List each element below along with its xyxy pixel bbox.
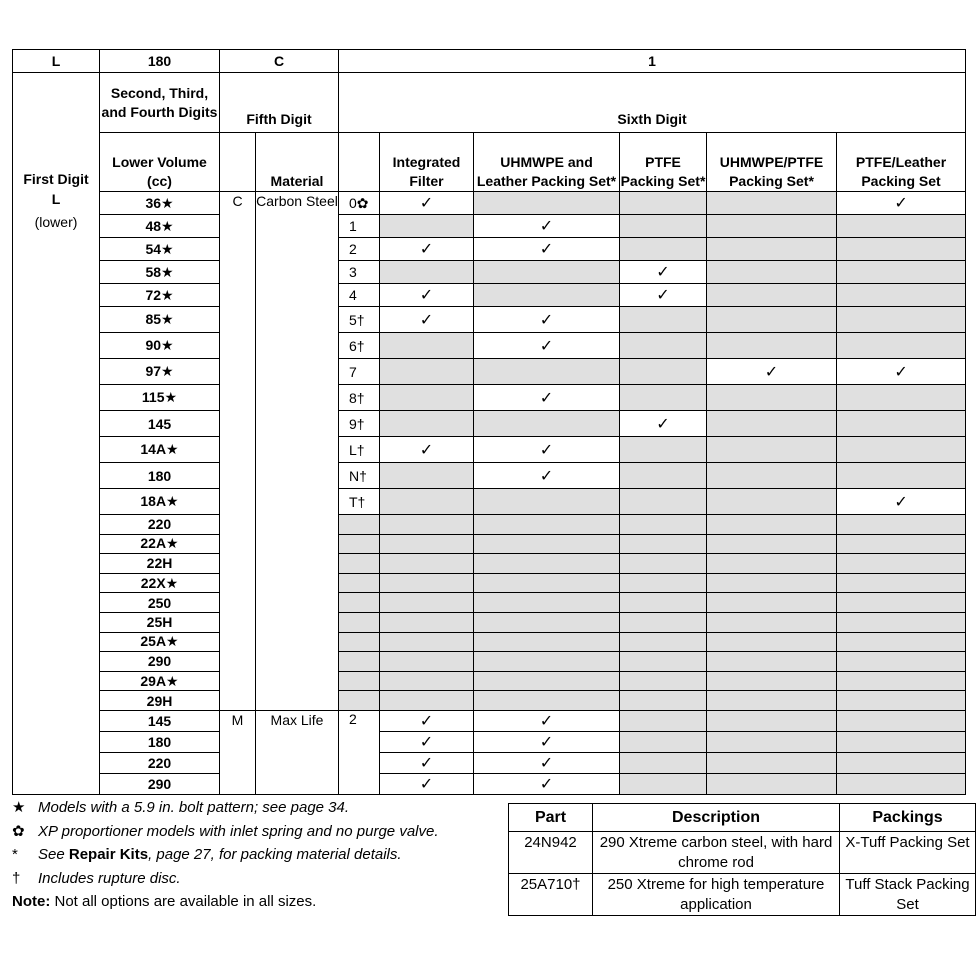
- check-cell: [380, 192, 474, 215]
- lower-volume: 72★: [100, 284, 220, 307]
- empty-cell: [707, 437, 837, 463]
- header-integrated-filter: Integrated Filter: [380, 133, 474, 192]
- check-mark-icon: ✓: [539, 337, 554, 355]
- check-cell: [474, 215, 620, 238]
- empty-cell: [474, 652, 620, 672]
- empty-cell: [707, 192, 837, 215]
- check-cell: [474, 238, 620, 261]
- table-row: [13, 691, 966, 711]
- empty-cell: [474, 489, 620, 515]
- empty-cell: [474, 632, 620, 652]
- parts-header-packings: Packings: [840, 804, 976, 832]
- empty-cell: [620, 192, 707, 215]
- table-row: [13, 307, 966, 333]
- check-mark-icon: ✓: [539, 733, 554, 751]
- table-row: [13, 359, 966, 385]
- empty-cell: [620, 632, 707, 652]
- lower-volume: 25H: [100, 612, 220, 632]
- empty-cell: [474, 359, 620, 385]
- table-row: [13, 773, 966, 794]
- sixth-digit: 6†: [339, 333, 380, 359]
- asterisk-symbol: *: [12, 846, 18, 863]
- empty-cell: [707, 284, 837, 307]
- parts-header-description: Description: [593, 804, 840, 832]
- footnote: [12, 796, 492, 820]
- sixth-digit: N†: [339, 463, 380, 489]
- check-cell: [474, 773, 620, 794]
- footnote-text: Includes rupture disc.: [38, 869, 181, 887]
- lower-volume: 97★: [100, 359, 220, 385]
- empty-cell: [837, 652, 966, 672]
- empty-cell: [837, 691, 966, 711]
- empty-cell: [707, 534, 837, 554]
- sixth-digit-empty: [339, 632, 380, 652]
- empty-cell: [380, 333, 474, 359]
- check-cell: [380, 773, 474, 794]
- note-label: Note:: [12, 893, 51, 910]
- empty-cell: [707, 652, 837, 672]
- lower-volume: 115★: [100, 385, 220, 411]
- check-mark-icon: ✓: [539, 389, 554, 407]
- check-mark-icon: ✓: [656, 415, 670, 433]
- main-table-body: [13, 192, 966, 795]
- check-mark-icon: ✓: [656, 287, 670, 304]
- sixth-digit-empty: [339, 573, 380, 593]
- sixth-digit-empty: [339, 691, 380, 711]
- table-row: [13, 731, 966, 752]
- check-cell: [380, 437, 474, 463]
- empty-cell: [620, 489, 707, 515]
- check-cell: [380, 752, 474, 773]
- empty-cell: [837, 731, 966, 752]
- empty-cell: [707, 731, 837, 752]
- check-cell: [620, 261, 707, 284]
- parts-header-part: Part: [509, 804, 593, 832]
- empty-cell: [707, 612, 837, 632]
- check-mark-icon: ✓: [539, 218, 554, 235]
- header-second-third-fourth: Second, Third, and Fourth Digits: [100, 73, 220, 133]
- lower-volume: 25A★: [100, 632, 220, 652]
- table-row: [13, 261, 966, 284]
- sixth-digit: 2: [339, 710, 380, 794]
- header-sixth-empty: [339, 133, 380, 192]
- part-description: 290 Xtreme carbon steel, with hard chrome rod: [593, 832, 840, 874]
- check-mark-icon: ✓: [539, 467, 554, 485]
- empty-cell: [837, 385, 966, 411]
- footnote: [12, 867, 492, 891]
- empty-cell: [707, 385, 837, 411]
- sixth-digit: 5†: [339, 307, 380, 333]
- footnote-text: [38, 846, 402, 863]
- empty-cell: [620, 463, 707, 489]
- empty-cell: [620, 534, 707, 554]
- empty-cell: [707, 261, 837, 284]
- check-cell: [380, 284, 474, 307]
- empty-cell: [380, 385, 474, 411]
- sixth-digit: 3: [339, 261, 380, 284]
- check-mark-icon: ✓: [539, 441, 554, 459]
- empty-cell: [474, 593, 620, 613]
- empty-cell: [707, 554, 837, 574]
- empty-cell: [380, 652, 474, 672]
- header-lower-volume: Lower Volume (cc): [100, 133, 220, 192]
- table-row: [13, 612, 966, 632]
- footnote-text: XP proportioner models with inlet spring and no purge valve.: [38, 822, 439, 840]
- empty-cell: [707, 632, 837, 652]
- check-cell: [474, 333, 620, 359]
- check-cell: [707, 359, 837, 385]
- empty-cell: [707, 691, 837, 711]
- first-digit-value: L: [51, 190, 61, 207]
- lower-volume: 250: [100, 593, 220, 613]
- empty-cell: [707, 752, 837, 773]
- sixth-digit-empty: [339, 554, 380, 574]
- sixth-digit-empty: [339, 652, 380, 672]
- parts-table: [508, 803, 976, 916]
- code-second: 180: [100, 50, 220, 73]
- empty-cell: [474, 573, 620, 593]
- lower-volume: 220: [100, 752, 220, 773]
- empty-cell: [837, 463, 966, 489]
- empty-cell: [380, 573, 474, 593]
- sixth-digit: 1: [339, 215, 380, 238]
- part-number: 25A710†: [509, 874, 593, 916]
- star-symbol: ★: [12, 799, 26, 816]
- check-mark-icon: ✓: [656, 264, 670, 281]
- lower-volume: 14A★: [100, 437, 220, 463]
- table-row: [13, 238, 966, 261]
- empty-cell: [380, 411, 474, 437]
- empty-cell: [707, 773, 837, 794]
- sixth-digit-empty: [339, 534, 380, 554]
- table-row: [13, 710, 966, 731]
- lower-volume: 48★: [100, 215, 220, 238]
- empty-cell: [837, 632, 966, 652]
- table-row: [13, 284, 966, 307]
- empty-cell: [837, 710, 966, 731]
- sixth-digit: 2: [339, 238, 380, 261]
- empty-cell: [837, 773, 966, 794]
- sixth-digit: 0✿: [339, 192, 380, 215]
- sixth-digit-empty: [339, 671, 380, 691]
- empty-cell: [620, 752, 707, 773]
- empty-cell: [620, 573, 707, 593]
- check-mark-icon: ✓: [419, 311, 434, 329]
- lower-volume: 29H: [100, 691, 220, 711]
- table-row: [13, 593, 966, 613]
- check-mark-icon: ✓: [894, 493, 908, 511]
- check-cell: [380, 731, 474, 752]
- header-fifth-digit: Fifth Digit: [220, 73, 339, 133]
- lower-volume: 58★: [100, 261, 220, 284]
- sixth-digit: 4: [339, 284, 380, 307]
- empty-cell: [707, 307, 837, 333]
- lower-volume: 22H: [100, 554, 220, 574]
- table-row: [13, 489, 966, 515]
- empty-cell: [474, 671, 620, 691]
- empty-cell: [620, 307, 707, 333]
- empty-cell: [707, 671, 837, 691]
- material: Max Life: [256, 710, 339, 794]
- lower-volume: 36★: [100, 192, 220, 215]
- first-digit-label: (lower): [34, 213, 78, 230]
- empty-cell: [380, 671, 474, 691]
- table-row: [13, 632, 966, 652]
- lower-volume: 85★: [100, 307, 220, 333]
- empty-cell: [474, 534, 620, 554]
- check-mark-icon: ✓: [419, 712, 434, 730]
- empty-cell: [837, 671, 966, 691]
- check-cell: [474, 437, 620, 463]
- lower-volume: 22A★: [100, 534, 220, 554]
- table-row: [13, 573, 966, 593]
- empty-cell: [474, 192, 620, 215]
- table-row: [13, 652, 966, 672]
- empty-cell: [837, 752, 966, 773]
- check-mark-icon: ✓: [539, 241, 554, 258]
- check-cell: [474, 752, 620, 773]
- header-ptfe-leather: PTFE/Leather Packing Set: [837, 133, 966, 192]
- empty-cell: [837, 612, 966, 632]
- fifth-digit: C: [220, 192, 256, 711]
- footnotes: [12, 796, 492, 914]
- check-mark-icon: ✓: [419, 287, 434, 304]
- lower-volume: 22X★: [100, 573, 220, 593]
- empty-cell: [474, 554, 620, 574]
- footnote: [12, 820, 492, 844]
- empty-cell: [380, 593, 474, 613]
- empty-cell: [620, 652, 707, 672]
- check-cell: [474, 385, 620, 411]
- empty-cell: [837, 573, 966, 593]
- check-mark-icon: ✓: [419, 733, 434, 751]
- empty-cell: [474, 515, 620, 535]
- footnote-text-before: See: [38, 846, 69, 863]
- sixth-digit-empty: [339, 612, 380, 632]
- empty-cell: [620, 671, 707, 691]
- sixth-digit: L†: [339, 437, 380, 463]
- lower-volume: 290: [100, 652, 220, 672]
- empty-cell: [707, 215, 837, 238]
- sixth-digit: T†: [339, 489, 380, 515]
- lower-volume: 18A★: [100, 489, 220, 515]
- sixth-digit-empty: [339, 593, 380, 613]
- empty-cell: [837, 307, 966, 333]
- table-row: [13, 554, 966, 574]
- empty-cell: [620, 691, 707, 711]
- empty-cell: [620, 612, 707, 632]
- empty-cell: [707, 710, 837, 731]
- check-mark-icon: ✓: [419, 754, 434, 772]
- note-text: Not all options are available in all sizes.: [50, 893, 317, 910]
- empty-cell: [620, 385, 707, 411]
- empty-cell: [837, 515, 966, 535]
- header-first-digit: First Digit: [13, 73, 100, 192]
- lower-volume: 54★: [100, 238, 220, 261]
- empty-cell: [837, 554, 966, 574]
- code-sixth: 1: [339, 50, 966, 73]
- part-packings: X-Tuff Packing Set: [840, 832, 976, 874]
- header-sixth-digit: Sixth Digit: [339, 73, 966, 133]
- empty-cell: [620, 215, 707, 238]
- material: Carbon Steel: [256, 192, 339, 711]
- lower-volume: 145: [100, 710, 220, 731]
- check-mark-icon: ✓: [419, 775, 434, 793]
- empty-cell: [474, 261, 620, 284]
- empty-cell: [380, 554, 474, 574]
- empty-cell: [707, 238, 837, 261]
- table-row: [13, 385, 966, 411]
- empty-cell: [380, 612, 474, 632]
- check-cell: [474, 731, 620, 752]
- empty-cell: [707, 515, 837, 535]
- empty-cell: [620, 710, 707, 731]
- check-mark-icon: ✓: [419, 241, 434, 258]
- check-mark-icon: ✓: [419, 195, 434, 212]
- first-digit-cell: [13, 192, 100, 795]
- check-mark-icon: ✓: [419, 441, 434, 459]
- empty-cell: [620, 238, 707, 261]
- empty-cell: [620, 515, 707, 535]
- empty-cell: [707, 411, 837, 437]
- table-row: [13, 333, 966, 359]
- part-description: 250 Xtreme for high temperature application: [593, 874, 840, 916]
- table-row: [13, 437, 966, 463]
- lower-volume: 220: [100, 515, 220, 535]
- empty-cell: [620, 731, 707, 752]
- table-row: [13, 515, 966, 535]
- final-note: [12, 890, 492, 914]
- empty-cell: [620, 554, 707, 574]
- table-row: [13, 463, 966, 489]
- empty-cell: [707, 573, 837, 593]
- empty-cell: [620, 593, 707, 613]
- header-ptfe: PTFE Packing Set*: [620, 133, 707, 192]
- table-row: [13, 192, 966, 215]
- parts-row: [509, 874, 976, 916]
- fifth-digit: M: [220, 710, 256, 794]
- check-cell: [837, 489, 966, 515]
- empty-cell: [380, 534, 474, 554]
- check-cell: [474, 710, 620, 731]
- check-mark-icon: ✓: [764, 363, 779, 381]
- check-cell: [474, 307, 620, 333]
- model-code-table: [12, 49, 966, 795]
- check-cell: [837, 192, 966, 215]
- table-row: [13, 215, 966, 238]
- empty-cell: [837, 593, 966, 613]
- check-cell: [380, 238, 474, 261]
- check-mark-icon: ✓: [539, 712, 554, 730]
- check-cell: [380, 307, 474, 333]
- table-row: [13, 534, 966, 554]
- lower-volume: 290: [100, 773, 220, 794]
- footnote-text: Models with a 5.9 in. bolt pattern; see page 34.: [38, 799, 350, 816]
- empty-cell: [474, 411, 620, 437]
- lower-volume: 180: [100, 463, 220, 489]
- sixth-digit: 9†: [339, 411, 380, 437]
- empty-cell: [474, 691, 620, 711]
- sixth-digit-empty: [339, 515, 380, 535]
- footnote-text-after: , page 27, for packing material details.: [148, 846, 402, 863]
- empty-cell: [620, 437, 707, 463]
- header-uhmwpe-leather: UHMWPE and Leather Packing Set*: [474, 133, 620, 192]
- lower-volume: 145: [100, 411, 220, 437]
- check-cell: [837, 359, 966, 385]
- empty-cell: [474, 612, 620, 632]
- dagger-symbol: †: [12, 869, 21, 887]
- empty-cell: [620, 333, 707, 359]
- check-mark-icon: ✓: [539, 754, 554, 772]
- part-number: 24N942: [509, 832, 593, 874]
- footnote: [12, 843, 492, 867]
- empty-cell: [837, 238, 966, 261]
- sixth-digit: 7: [339, 359, 380, 385]
- empty-cell: [707, 593, 837, 613]
- check-mark-icon: ✓: [539, 311, 554, 329]
- empty-cell: [707, 463, 837, 489]
- empty-cell: [837, 284, 966, 307]
- empty-cell: [380, 463, 474, 489]
- header-material: Material: [256, 133, 339, 192]
- header-fifth-empty: [220, 133, 256, 192]
- code-first: L: [13, 50, 100, 73]
- empty-cell: [837, 411, 966, 437]
- empty-cell: [380, 261, 474, 284]
- empty-cell: [474, 284, 620, 307]
- empty-cell: [380, 359, 474, 385]
- repair-kits-ref: Repair Kits: [68, 846, 149, 863]
- empty-cell: [837, 261, 966, 284]
- table-row: [13, 671, 966, 691]
- check-cell: [380, 710, 474, 731]
- check-cell: [620, 284, 707, 307]
- empty-cell: [837, 437, 966, 463]
- empty-cell: [380, 489, 474, 515]
- header-uhmwpe-ptfe: UHMWPE/PTFE Packing Set*: [707, 133, 837, 192]
- code-fifth: C: [220, 50, 339, 73]
- empty-cell: [837, 333, 966, 359]
- lower-volume: 90★: [100, 333, 220, 359]
- empty-cell: [620, 359, 707, 385]
- table-row: [13, 411, 966, 437]
- parts-row: [509, 832, 976, 874]
- check-cell: [620, 411, 707, 437]
- empty-cell: [380, 632, 474, 652]
- empty-cell: [707, 489, 837, 515]
- empty-cell: [837, 534, 966, 554]
- sixth-digit: 8†: [339, 385, 380, 411]
- table-row: [13, 752, 966, 773]
- check-cell: [474, 463, 620, 489]
- flower-symbol: ✿: [12, 822, 25, 840]
- lower-volume: 180: [100, 731, 220, 752]
- empty-cell: [380, 691, 474, 711]
- empty-cell: [380, 215, 474, 238]
- empty-cell: [620, 773, 707, 794]
- empty-cell: [380, 515, 474, 535]
- empty-cell: [707, 333, 837, 359]
- part-packings: Tuff Stack Packing Set: [840, 874, 976, 916]
- check-mark-icon: ✓: [539, 775, 554, 793]
- lower-volume: 29A★: [100, 671, 220, 691]
- check-mark-icon: ✓: [894, 363, 908, 381]
- empty-cell: [837, 215, 966, 238]
- check-mark-icon: ✓: [894, 195, 908, 212]
